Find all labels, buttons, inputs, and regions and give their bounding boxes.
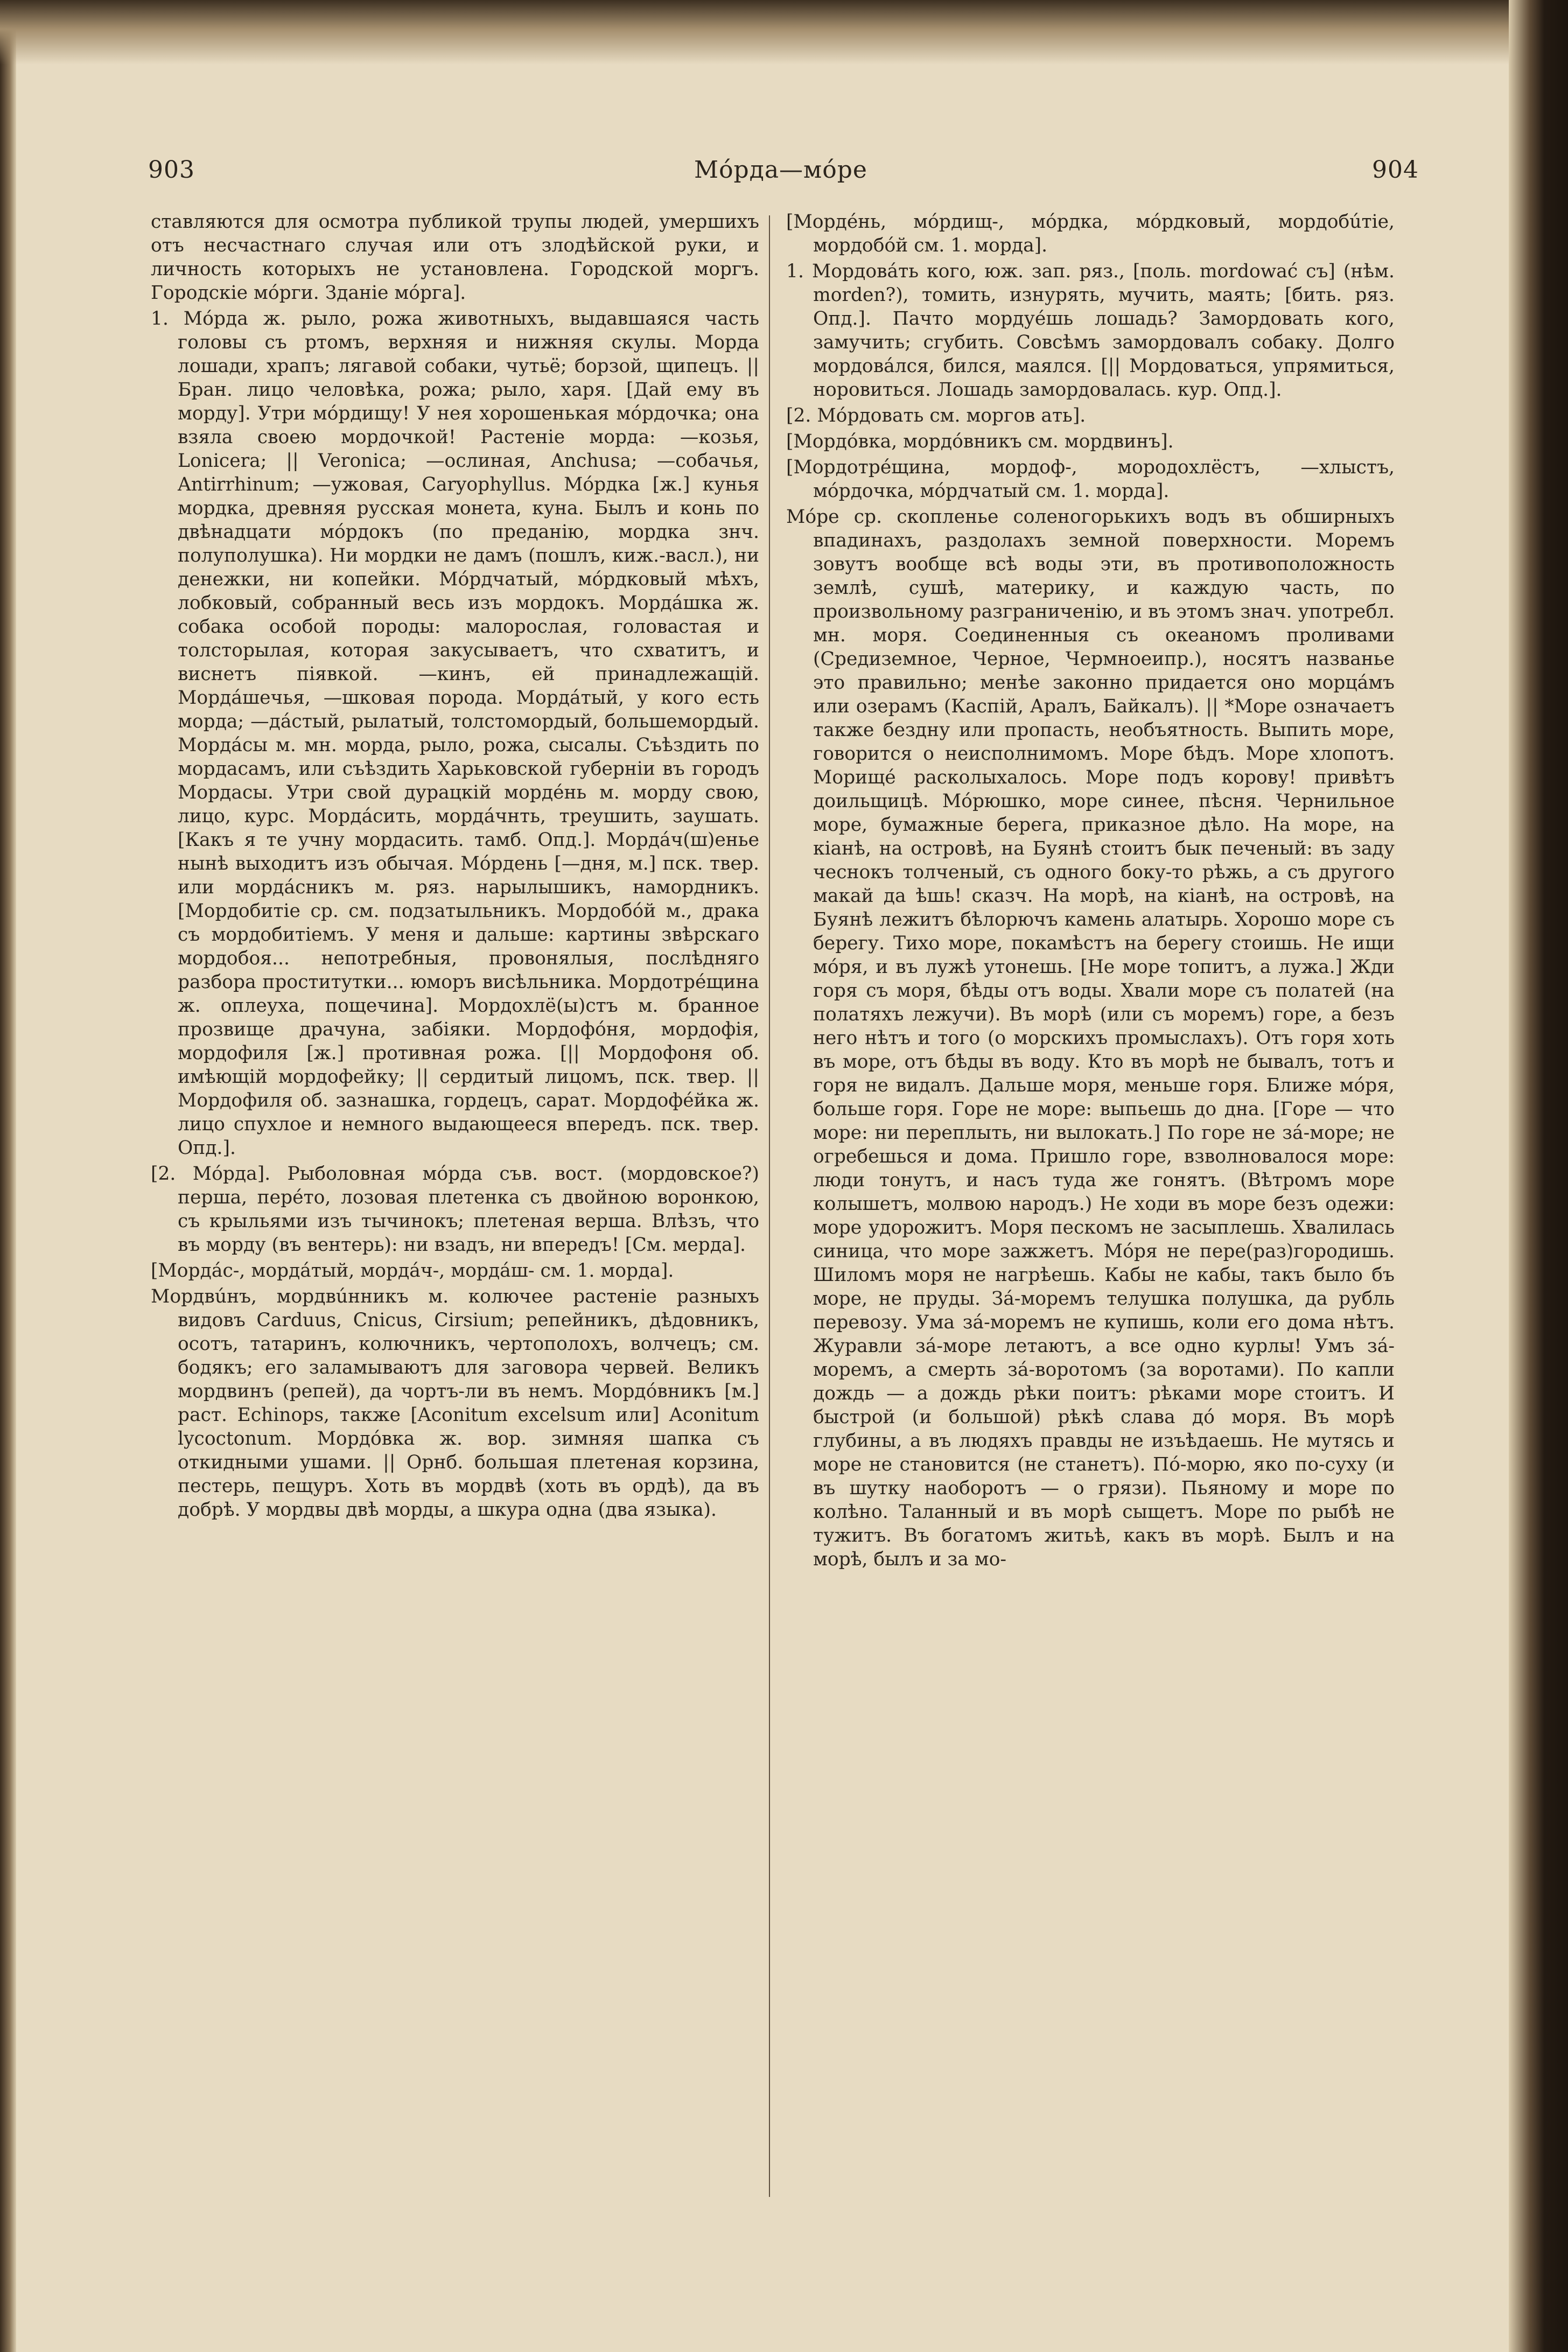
top-shadow — [0, 0, 1568, 65]
entry-mordvin: Мордвúнъ, мордвúнникъ м. колючее растеніе разныхъ видовъ Carduus, Cnicus, Cirsium; репейникъ, дѣдовникъ, осотъ, татаринъ, колючникъ, чертополохъ, волчецъ; см. бодякъ; его заламываютъ для заговора червей. Великъ мордвинъ (репей), да чортъ-ли въ немъ. Мордóвникъ [м.] раст. Echinops, также [Aconitum excelsum или] Aconitum lycoctonum. Мордóвка ж. вор. зимняя шапка съ откидными ушами. || Орнб. большая плетеная корзина, пестерь, пещуръ. Хоть въ мордвѣ (хоть въ ордѣ), да въ добрѣ. У мордвы двѣ морды, а шкура одна (два языка). — [151, 1286, 759, 1521]
entry-mordovat-2: [2. Мóрдовать см. моргов ать]. — [786, 405, 1086, 426]
header-guide-words: Мóрда—мóре — [694, 156, 867, 184]
entry-mordas-xref: [Мордáс-, мордáтый, мордáч-, мордáш- см. 1. морда]. — [151, 1260, 674, 1282]
page-number-right: 904 — [1372, 156, 1419, 184]
running-header — [143, 156, 1419, 188]
entry-mordotreshchina-xref: [Мордотрéщина, мордоф-, мородохлёстъ, —хлыстъ, мóрдочка, мóрдчатый см. 1. морда]. — [786, 457, 1395, 502]
dictionary-page — [143, 156, 1419, 2218]
book-gutter — [1509, 0, 1568, 2352]
entry-morden-xref: [Мордéнь, мóрдищ-, мóрдка, мóрдковый, мордобúтіе, мордобóй см. 1. морда]. — [786, 211, 1395, 256]
column-divider — [769, 215, 770, 2197]
right-column — [786, 210, 1395, 2213]
entry-morda-1: 1. Мóрда ж. рыло, рожа животныхъ, выдавшаяся часть головы съ ртомъ, верхняя и нижняя скулы. Морда лошади, храпъ; лягавой собаки, чутьё; борзой, щипецъ. || Бран. лицо человѣка, рожа; рыло, харя. [Дай ему въ морду]. Утри мóрдищу! У нея хорошенькая мóрдочка; она взяла своею мордочкой! Растеніе морда: —козья, Lonicera; || Veronica; —ослиная, Anchusa; —собачья, Antirrhinum; —ужовая, Caryophyllus. Мóрдка [ж.] кунья мордка, древняя русская монета, куна. Былъ и конь по двѣнадцати мóрдокъ (по преданію, мордка знч. полуполушка). Ни мордки не дамъ (пошлъ, киж.-васл.), ни денежки, ни копейки. Мóрдчатый, мóрдковый мѣхъ, лобковый, собранный весь изъ мордокъ. Мордáшка ж. собака особой породы: малорослая, головастая и толсторылая, которая закусываетъ, что схватитъ, и виснетъ піявкой. —кинъ, ей принадлежащій. Мордáшечья, —шковая порода. Мордáтый, у кого есть морда; —дáстый, рылатый, толстомордый, большемордый. Мордáсы м. мн. морда, рыло, рожа, сысалы. Съѣздить по мордасамъ, или съѣздить Харьковской губерніи въ городъ Мордасы. Утри свой дурацкій мордéнь м. морду свою, лицо, курс. Мордáсить, мордáчнть, треушить, заушать. [Какъ я те учну мордасить. тамб. Опд.]. Мордáч(ш)енье нынѣ выходитъ изъ обычая. Мóрдень [—дня, м.] пск. твер. или мордáсникъ м. ряз. нарылышикъ, намордникъ. [Мордобитіе ср. см. подзатыльникъ. Мордобóй м., драка съ мордобитіемъ. У меня и дальше: картины звѣрскаго мордобоя... непотребныя, провонялыя, послѣдняго разбора проститутки... юморъ висѣльника. Мордотрéщина ж. оплеуха, пощечина]. Мордохлё(ы)стъ м. бранное прозвище драчуна, забіяки. Мордофóня, мордофія, мордофиля [ж.] противная рожа. [|| Мордофоня об. имѣющій мордофейку; || сердитый лицомъ, пск. твер. || Мордофиля об. зазнашка, гордецъ, сарат. Мордофéйка ж. лицо спухлое и немного выдающееся впередъ. пск. твер. Опд.]. — [151, 308, 759, 1159]
entry-mordovka-xref: [Мордóвка, мордóвникъ см. мордвинъ]. — [786, 431, 1174, 452]
book-left-edge — [0, 0, 16, 2352]
page-number-left: 903 — [148, 156, 195, 184]
entry-morda-2: [2. Мóрда]. Рыболовная мóрда съв. вост. (мордовское?) перша, перéто, лозовая плетенка съ двойною воронкою, съ крыльями изъ тычинокъ; плетеная верша. Влѣзъ, что въ морду (въ вентерь): ни взадъ, ни впередъ! [См. мерда]. — [151, 1163, 759, 1256]
entry-morg-continuation: ставляются для осмотра публикой трупы людей, умершихъ отъ несчастнаго случая или отъ злодѣйской руки, и личность которыхъ не установлена. Городской моргъ. Городскіе мóрги. Зданіе мóрга]. — [151, 211, 759, 304]
entry-more: Мóре ср. скопленье соленогорькихъ водъ въ обширныхъ впадинахъ, раздолахъ земной поверхности. Моремъ зовутъ вообще всѣ воды эти, въ противоположность землѣ, сушѣ, материку, и каждую часть, по произвольному разграниченію, и въ этомъ знач. употребл. мн. моря. Соединенныя съ океаномъ проливами (Средиземное, Черное, Чермноеипр.), носятъ названье это правильно; менѣе законно придается оно морцáмъ или озерамъ (Каспій, Аралъ, Байкалъ). || *Море означаетъ также бездну или пропасть, необъятность. Выпить море, говорится о неисполнимомъ. Море бѣдъ. Море хлопотъ. Морищé расколыхалось. Море подъ корову! привѣтъ доильщицѣ. Мóрюшко, море синее, пѣсня. Чернильное море, бумажные берега, приказное дѣло. На море, на кіанѣ, на островѣ, на Буянѣ стоитъ бык печеный: въ заду чеснокъ толченый, съ одного боку-то рѣжь, а съ другого макай да ѣшь! сказч. На морѣ, на кіанѣ, на островѣ, на Буянѣ лежитъ бѣлорючъ камень алатырь. Хорошо море съ берегу. Тихо море, покамѣстъ на берегу стоишь. Не ищи мóря, и въ лужѣ утонешь. [Не море топитъ, а лужа.] Жди горя съ моря, бѣды отъ воды. Хвали море съ полатей (на полатяхъ лежучи). Въ морѣ (или съ моремъ) горе, а безъ него нѣтъ и того (о морскихъ промыслахъ). Отъ горя хоть въ море, отъ бѣды въ воду. Кто въ морѣ не бывалъ, тотъ и горя не видалъ. Дальше моря, меньше горя. Ближе мóря, больше горя. Горе не море: выпьешь до дна. [Горе — что море: ни переплыть, ни вылокать.] По горе не зá-море; не огребешься и дома. Пришло горе, взволновалося море: люди тонутъ, и насъ туда же гонятъ. (Вѣтромъ море колышетъ, молвою народъ.) Не ходи въ море безъ одежи: море удорожитъ. Моря пескомъ не засыплешь. Хвалилась синица, что море зажжетъ. Мóря не пере(раз)городишь. Шиломъ моря не нагрѣешь. Кабы не кабы, такъ было бъ море, не пруды. Зá-моремъ телушка полушка, да рубль перевозу. Ума зá-моремъ не купишь, коли его дома нѣтъ. Журавли зá-море летаютъ, а все одно курлы! Умъ зá-моремъ, а смерть зá-воротомъ (за воротами). По капли дождь — а дождь рѣки поитъ: рѣками море стоитъ. И быстрой (и большой) рѣкѣ слава дó моря. Въ морѣ глубины, а въ людяхъ правды не изъѣдаешь. Не мутясь и море не становится (не станетъ). Пó-морю, яко по-суху (и въ шутку наоборотъ — о грязи). Пьяному и море по колѣно. Таланный и въ морѣ сыщетъ. Море по рыбѣ не тужитъ. Въ богатомъ житьѣ, какъ въ морѣ. Былъ и на морѣ, былъ и за мо- — [786, 506, 1395, 1570]
left-column — [151, 210, 759, 2213]
entry-mordovat-1: 1. Мордовáть кого, юж. зап. ряз., [поль. mordować съ] (нѣм. morden?), томить, изнурять, мучить, маять; [бить. ряз. Опд.]. Пачто мордуéшь лошадь? Замордовать кого, замучить; сгубить. Совсѣмъ замордовалъ собаку. Долго мордовáлся, бился, маялся. [|| Мордоваться, упрямиться, норовиться. Лошадь замордовалась. кур. Опд.]. — [786, 261, 1395, 401]
